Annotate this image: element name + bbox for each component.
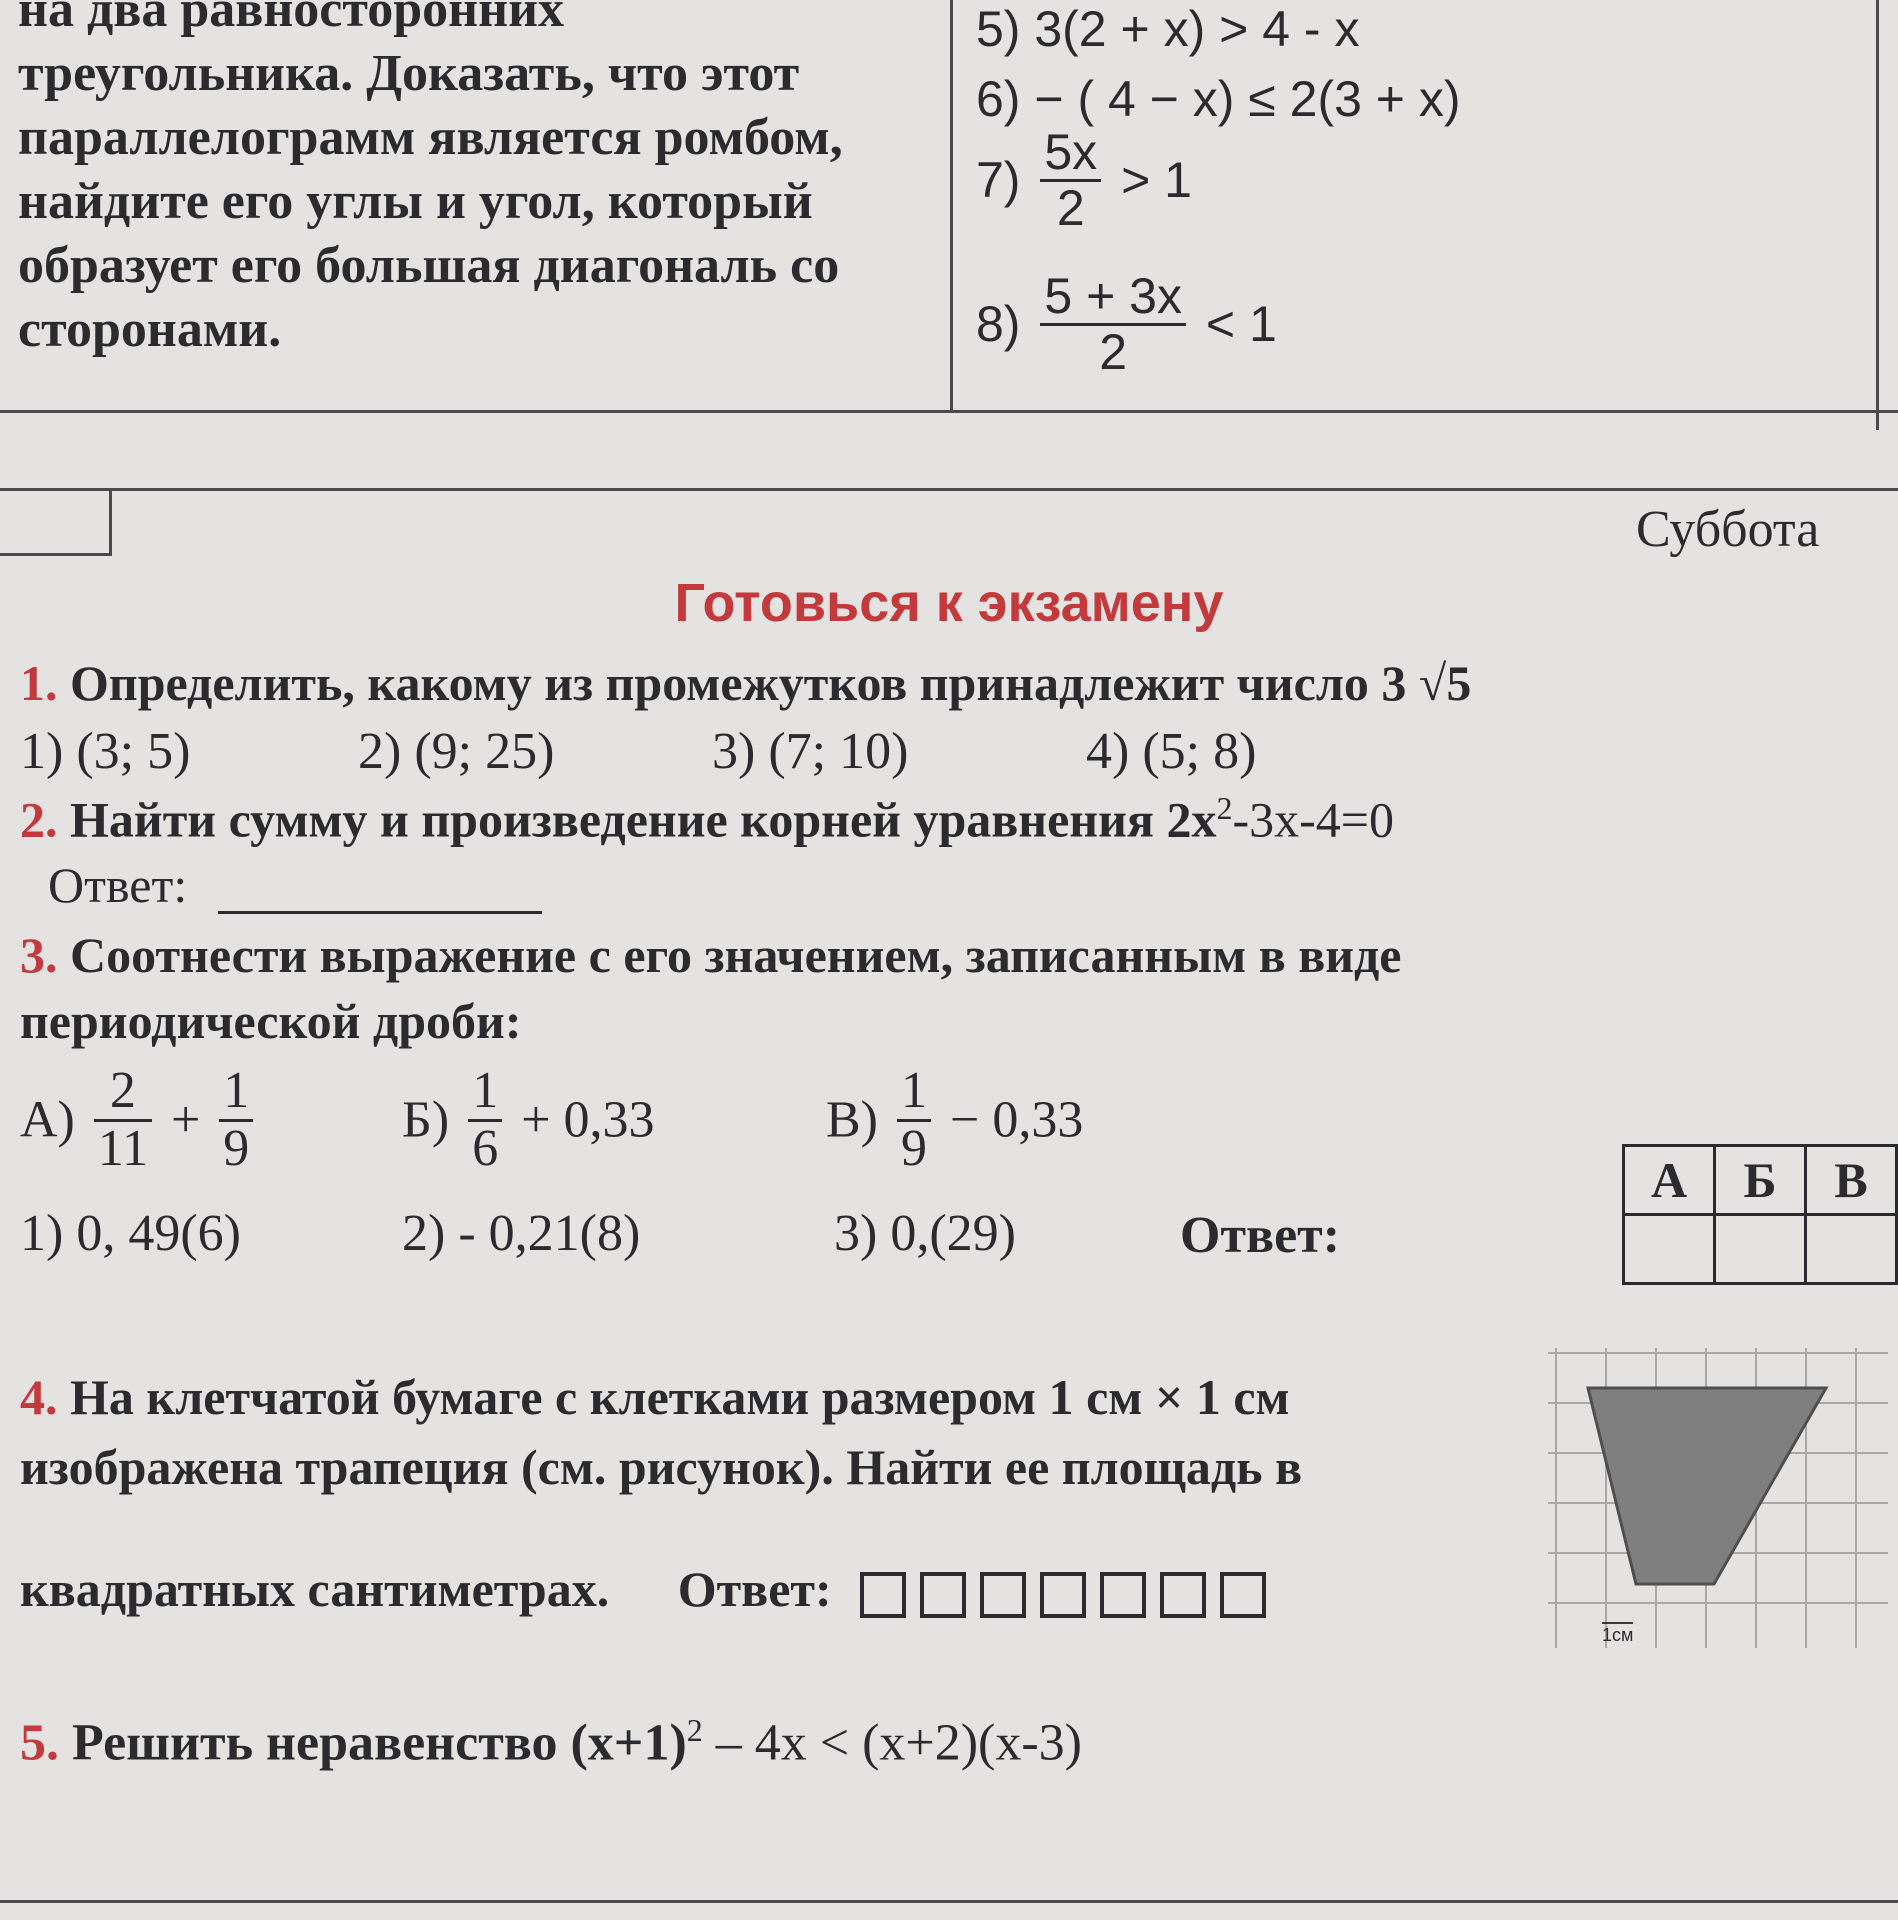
fraction: [897, 1064, 931, 1176]
top-divider: [950, 0, 953, 412]
answer-table: [1622, 1144, 1898, 1285]
fraction-numerator: 2: [94, 1064, 152, 1122]
task-text: изображена трапеция (см. рисунок). Найти ее площадь в: [20, 1439, 1303, 1495]
fraction-numerator: 1: [468, 1064, 502, 1122]
task-4: [20, 1362, 1302, 1502]
task-number: 4.: [20, 1369, 58, 1425]
fraction-denominator: 9: [223, 1119, 250, 1177]
corner-box: [0, 488, 112, 556]
task-text: Определить, какому из промежутков принадлежит число 3 √5: [70, 655, 1472, 711]
section-heading: Готовься к экзамену: [674, 573, 1224, 633]
table-header: Б: [1715, 1146, 1806, 1215]
answer-cell[interactable]: [1624, 1215, 1715, 1284]
task-text: На клетчатой бумаге с клетками размером 1 см × 1 см: [70, 1369, 1290, 1425]
fraction-numerator: 5x: [1040, 126, 1101, 182]
answer-box[interactable]: [1220, 1572, 1266, 1618]
answer-box[interactable]: [920, 1572, 966, 1618]
inequality-7: [976, 126, 1192, 234]
inequality-8: [976, 270, 1277, 378]
top-frame-line: [0, 410, 1898, 413]
bottom-line: [0, 1900, 1898, 1903]
fraction-denominator: 9: [901, 1119, 927, 1177]
task-text: Найти сумму и произведение корней уравнения 2x: [70, 791, 1217, 848]
table-header: В: [1806, 1146, 1897, 1215]
task-number: 2.: [20, 791, 58, 848]
task-1-option: 4) (5; 8): [1086, 723, 1257, 780]
operator: +: [170, 1091, 201, 1149]
task-1-option: 3) (7; 10): [712, 723, 909, 780]
figure-scale-label: 1см: [1602, 1622, 1633, 1646]
expression-label: А): [20, 1091, 75, 1149]
answer-label: Ответ:: [1180, 1207, 1341, 1264]
top-left-line: образует его большая диагональ со: [18, 237, 840, 294]
task-3: [20, 922, 1402, 1054]
fraction: [468, 1064, 502, 1176]
inequality-7-label: 7): [976, 152, 1021, 208]
task-number: 3.: [20, 927, 58, 983]
expression-label: Б): [402, 1091, 450, 1149]
superscript: 2: [686, 1712, 703, 1748]
answer-box[interactable]: [1160, 1572, 1206, 1618]
fraction-denominator: 11: [97, 1119, 148, 1177]
table-header: А: [1624, 1146, 1715, 1215]
fraction: [94, 1064, 152, 1176]
task-number: 5.: [20, 1714, 59, 1772]
top-left-line: на два равносторонних: [18, 0, 565, 38]
expression-label: В): [826, 1091, 878, 1149]
fraction: [219, 1064, 253, 1176]
top-left-line: найдите его углы и угол, который: [18, 173, 813, 230]
answer-box[interactable]: [860, 1572, 906, 1618]
top-right-border: [1876, 0, 1879, 430]
expression-a: [20, 1064, 259, 1176]
section-frame-top: [0, 488, 1898, 491]
task-text: периодической дроби:: [20, 993, 522, 1049]
task-text: Решить неравенство (x+1): [72, 1714, 687, 1772]
task-1-option: 2) (9; 25): [358, 723, 555, 780]
answer-label: Ответ:: [48, 857, 188, 913]
top-left-line: параллелограмм является ромбом,: [18, 109, 843, 166]
top-left-line: сторонами.: [18, 301, 282, 358]
fraction-denominator: 2: [1099, 323, 1128, 380]
trapezoid-figure: [1548, 1348, 1888, 1648]
trapezoid: [1588, 1388, 1826, 1584]
answer-cell[interactable]: [1715, 1215, 1806, 1284]
task-2-answer: [48, 856, 542, 914]
task-2: [20, 790, 1394, 849]
answer-box[interactable]: [980, 1572, 1026, 1618]
inequality-8-label: 8): [976, 296, 1021, 352]
fraction-denominator: 6: [472, 1119, 499, 1177]
task-text-end: -3x-4=0: [1232, 791, 1394, 848]
task-4-answer-row: [20, 1560, 1280, 1618]
task-5: [20, 1712, 1082, 1772]
answer-line[interactable]: [218, 863, 542, 914]
answer-box[interactable]: [1100, 1572, 1146, 1618]
task-text: квадратных сантиметрах.: [20, 1561, 610, 1617]
expression-b: [402, 1064, 655, 1176]
inequality-8-rest: < 1: [1205, 296, 1277, 352]
top-left-line: треугольника. Доказать, что этот: [18, 45, 800, 102]
task-text: Соотнести выражение с его значением, записанным в виде: [70, 927, 1402, 983]
superscript: 2: [1216, 790, 1233, 826]
fraction-numerator: 1: [219, 1064, 253, 1122]
task-1-option: 1) (3; 5): [20, 723, 191, 780]
inequality-6: 6) − ( 4 − x) ≤ 2(3 + x): [976, 71, 1461, 127]
fraction: [1040, 126, 1101, 234]
expression-v: [826, 1064, 1083, 1176]
day-label: Суббота: [1636, 501, 1820, 558]
answer-label: Ответ:: [677, 1561, 832, 1617]
task-text-end: – 4x < (x+2)(x-3): [702, 1714, 1082, 1772]
fraction-denominator: 2: [1056, 179, 1085, 236]
value-option: 3) 0,(29): [834, 1205, 1016, 1262]
value-option: 1) 0, 49(6): [20, 1205, 241, 1262]
expression-rest: + 0,33: [521, 1091, 655, 1149]
fraction-numerator: 1: [897, 1064, 931, 1122]
inequality-5: 5) 3(2 + x) > 4 - x: [976, 1, 1360, 57]
expression-rest: − 0,33: [950, 1091, 1084, 1149]
answer-cell[interactable]: [1806, 1215, 1897, 1284]
task-1: [20, 654, 1471, 712]
value-option: 2) - 0,21(8): [402, 1205, 641, 1262]
task-number: 1.: [20, 655, 58, 711]
inequality-7-rest: > 1: [1121, 152, 1192, 208]
answer-box[interactable]: [1040, 1572, 1086, 1618]
top-left-text: [18, 0, 948, 362]
fraction-numerator: 5 + 3x: [1040, 270, 1186, 326]
fraction: [1040, 270, 1186, 378]
